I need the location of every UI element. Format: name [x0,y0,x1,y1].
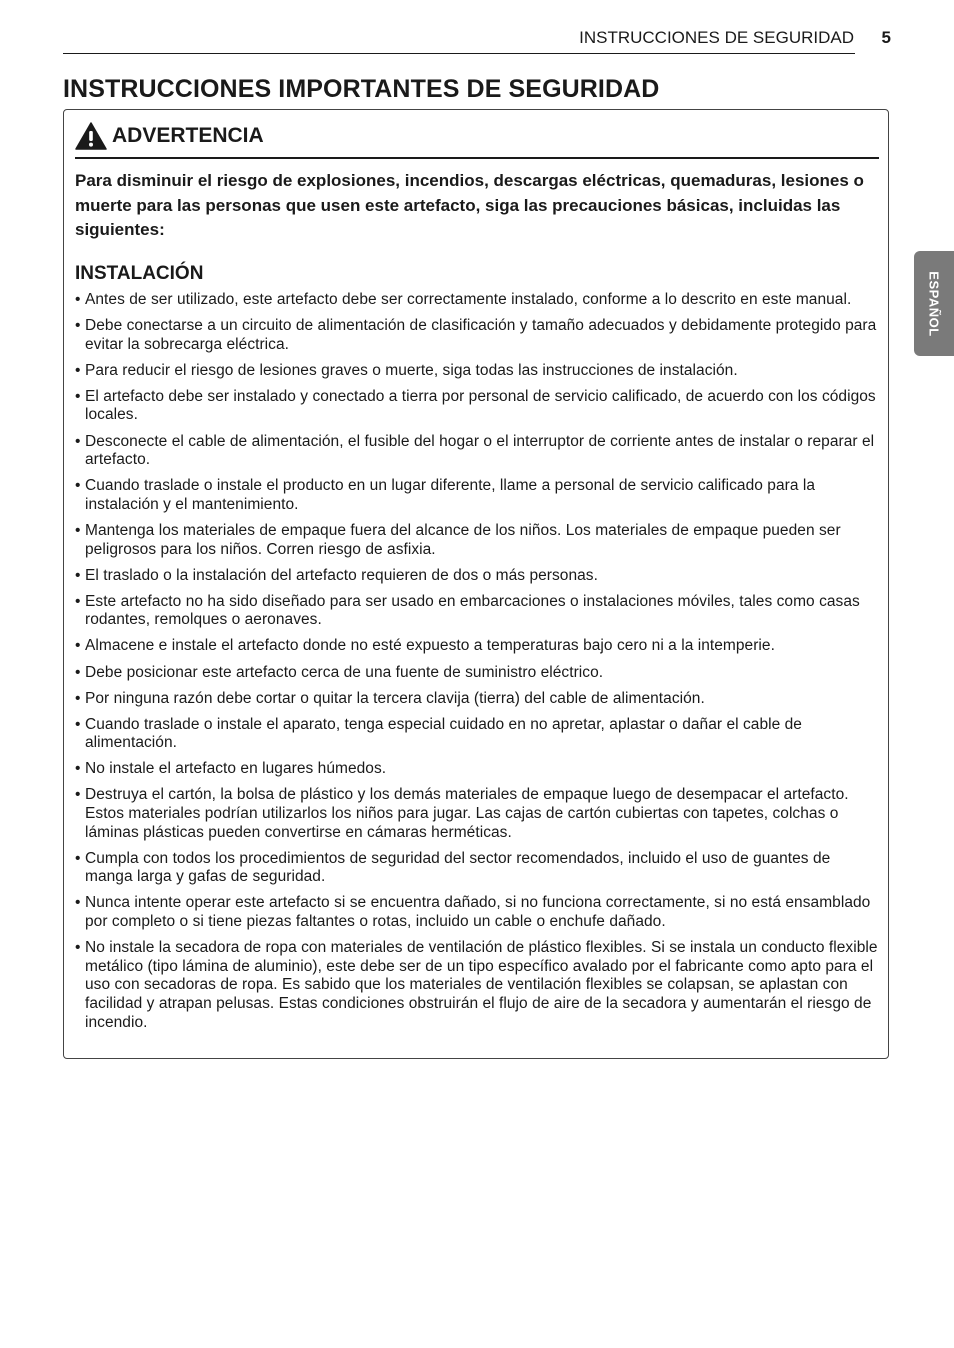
list-item [75,716,881,753]
list-item [75,939,881,1032]
bullet-icon: • [75,592,81,610]
bullet-icon: • [75,849,81,867]
bullet-icon: • [75,760,81,778]
list-item-text: Debe conectarse a un circuito de alimentación de clasificación y tamaño adecuados y debidamente protegido para evitar la sobrecarga eléctrica. [85,317,877,353]
warning-heading [75,121,264,151]
page-title: INSTRUCCIONES IMPORTANTES DE SEGURIDAD [63,75,660,103]
list-item [75,637,881,656]
bullet-icon: • [75,689,81,707]
running-header [63,27,891,53]
bullet-icon: • [75,939,81,957]
bullet-icon: • [75,715,81,733]
warning-box [63,109,889,1059]
list-item [75,522,881,559]
bullet-icon: • [75,786,81,804]
section-title-installation: INSTALACIÓN [75,263,204,284]
list-item [75,291,881,310]
list-item [75,477,881,514]
list-item-text: Por ninguna razón debe cortar o quitar la tercera clavija (tierra) del cable de alimentación. [85,689,705,707]
bullet-icon: • [75,894,81,912]
list-item [75,786,881,842]
list-item [75,388,881,425]
installation-list [75,291,881,1040]
bullet-icon: • [75,291,81,308]
list-item [75,433,881,470]
list-item [75,567,881,586]
list-item-text: No instale el artefacto en lugares húmedos. [85,760,387,778]
bullet-icon: • [75,521,81,539]
list-item [75,317,881,354]
header-divider [63,53,855,54]
page-number: 5 [881,28,891,47]
list-item-text: Mantenga los materiales de empaque fuera del alcance de los niños. Los materiales de empaque pueden ser peligrosos para los niños. Corren riesgo de asfixia. [85,521,841,558]
list-item [75,760,881,779]
bullet-icon: • [75,387,81,405]
warning-intro: Para disminuir el riesgo de explosiones, incendios, descargas eléctricas, quemaduras, lesiones o muerte para las personas que usen este artefacto, siga las precauciones básicas, incluidas las siguientes: [75,171,864,239]
language-side-tab [914,251,954,356]
bullet-icon: • [75,361,81,379]
language-side-tab-label: ESPAÑOL [926,270,942,337]
list-item-text: Cuando traslade o instale el producto en un lugar diferente, llame a personal de servicio calificado para la instalación y el mantenimiento. [85,477,816,513]
list-item-text: Destruya el cartón, la bolsa de plástico y los demás materiales de empaque luego de desempacar el artefacto. Estos materiales podrían utilizarlos los niños para jugar. Las cajas de cartón cubiertas con tapetes, colchas o láminas plásticas pueden convertirse en cámaras herméticas. [85,786,849,841]
list-item-text: Nunca intente operar este artefacto si se encuentra dañado, si no funciona correctamente, si no está ensamblado por completo o si tiene piezas faltantes o rotas, incluido un cable o enchufe dañado. [85,894,871,931]
list-item-text: No instale la secadora de ropa con materiales de ventilación de plástico flexibles. Si se instala un conducto flexible metálico (tipo lámina de aluminio), este debe ser de un tipo específico avalado por el fabricante como apto para el uso con secadoras de ropa. Es sabido que los materiales de ventilación flexibles se colapsan, se aplastan con facilidad y atrapan pelusas. Estas condiciones obstruirán el flujo de aire de la secadora y aumentarán el riesgo de incendio. [85,939,878,1031]
list-item-text: Desconecte el cable de alimentación, el fusible del hogar o el interruptor de corriente antes de instalar o reparar el artefacto. [85,432,875,469]
list-item-text: El artefacto debe ser instalado y conectado a tierra por personal de servicio calificado, de acuerdo con los códigos locales. [85,387,876,424]
list-item-text: Para reducir el riesgo de lesiones graves o muerte, siga todas las instrucciones de instalación. [85,361,738,379]
list-item-text: Este artefacto no ha sido diseñado para ser usado en embarcaciones o instalaciones móviles, tales como casas rodantes, remolques o aeronaves. [85,592,860,629]
list-item [75,894,881,931]
list-item [75,690,881,709]
list-item [75,664,881,683]
bullet-icon: • [75,663,81,681]
list-item-text: Cuando traslade o instale el aparato, tenga especial cuidado en no apretar, aplastar o dañar el cable de alimentación. [85,715,802,752]
running-header-title: INSTRUCCIONES DE SEGURIDAD [579,28,854,47]
bullet-icon: • [75,432,81,450]
list-item-text: Almacene e instale el artefacto donde no esté expuesto a temperaturas bajo cero ni a la intemperie. [85,637,775,655]
list-item-text: El traslado o la instalación del artefacto requieren de dos o más personas. [85,566,598,584]
list-item-text: Debe posicionar este artefacto cerca de una fuente de suministro eléctrico. [85,663,604,681]
list-item-text: Antes de ser utilizado, este artefacto debe ser correctamente instalado, conforme a lo descrito en este manual. [85,291,852,308]
warning-divider [75,157,879,159]
warning-label: ADVERTENCIA [112,124,264,147]
list-item [75,593,881,630]
bullet-icon: • [75,566,81,584]
bullet-icon: • [75,317,81,335]
list-item [75,850,881,887]
warning-triangle-icon [75,122,107,150]
bullet-icon: • [75,637,81,655]
list-item [75,362,881,381]
bullet-icon: • [75,477,81,495]
list-item-text: Cumpla con todos los procedimientos de seguridad del sector recomendados, incluido el uso de guantes de manga larga y gafas de seguridad. [85,849,831,886]
